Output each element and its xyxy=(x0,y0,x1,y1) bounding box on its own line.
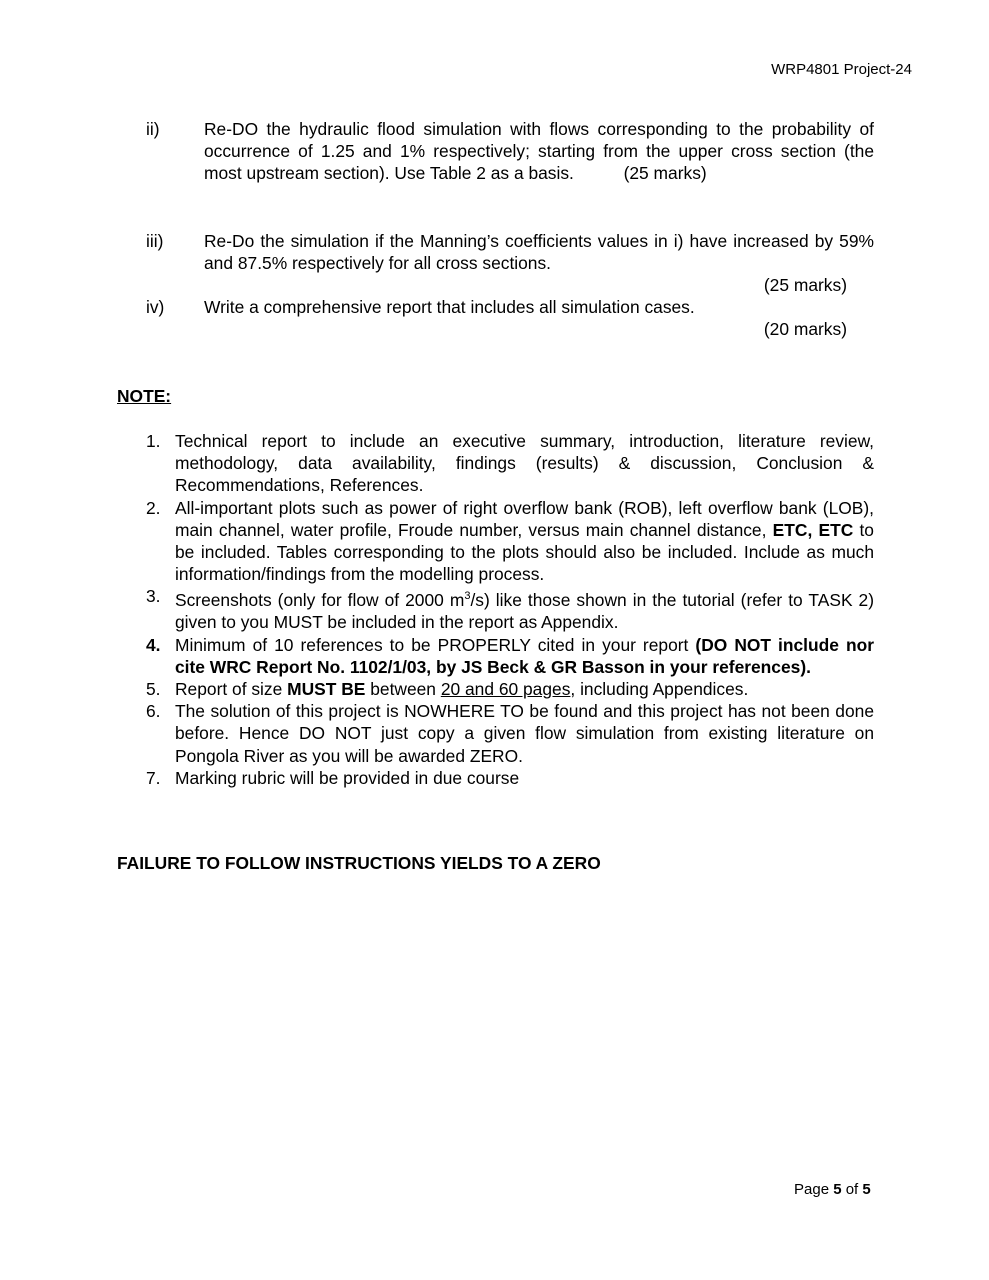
note-item-6: 6. The solution of this project is NOWHERE TO be found and this project has not been done before. Hence DO NOT just copy a given flow simulation from existing literature on Pongola River as you will be awarded ZERO. xyxy=(146,701,874,766)
note-item-1: 1. Technical report to include an executive summary, introduction, literature review, methodology, data availability, findings (results) & discussion, Conclusion & Recommendations, References. xyxy=(146,431,874,496)
item-number: iii) xyxy=(146,231,164,251)
item-text: Write a comprehensive report that includes all simulation cases. xyxy=(204,297,695,317)
item-marks: (20 marks) xyxy=(763,319,847,340)
note-item-7: 7. Marking rubric will be provided in due course xyxy=(146,767,520,788)
note-list xyxy=(146,430,874,789)
note-item-5: 5. Report of size MUST BE between 20 and 60 pages, including Appendices. xyxy=(146,679,749,700)
total-pages: 5 xyxy=(862,1181,871,1198)
note-heading: NOTE: xyxy=(117,386,172,406)
item-number: iv) xyxy=(146,297,165,317)
document-header: WRP4801 Project-24 xyxy=(771,61,912,78)
page-footer: Page 5 of 5 xyxy=(794,1181,871,1198)
item-text: Re-Do the simulation if the Manning’s coefficients values in i) have increased by 59% and 87.5% respectively for all cross sections. xyxy=(204,231,874,274)
item-marks: (25 marks) xyxy=(763,275,847,296)
failure-warning: FAILURE TO FOLLOW INSTRUCTIONS YIELDS TO A ZERO xyxy=(117,853,601,873)
note-item-2: 2. All-important plots such as power of right overflow bank (ROB), left overflow bank (LOB), main channel, water profile, Froude number, versus main channel distance, ETC, ETC to be included. Tables corresponding to the plots should also be included. Include as much information/findings from the modelling process. xyxy=(146,497,874,585)
current-page: 5 xyxy=(833,1181,842,1198)
item-number: ii) xyxy=(146,119,160,139)
note-item-3: 3. Screenshots (only for flow of 2000 $m^3/s$) like those shown in the tutorial (refer to TASK 2) given to you MUST be included in the report as Appendix. xyxy=(146,586,875,633)
note-item-4: 4. Minimum of 10 references to be PROPERLY cited in your report (DO NOT include nor cite WRC Report No. 1102/1/03, by JS Beck & GR Basson in your references). xyxy=(146,634,874,677)
item-marks: (25 marks) xyxy=(623,163,707,184)
item-text: Re-DO the hydraulic flood simulation with flows corresponding to the probability of occurrence of 1.25 and 1% respectively; starting from the upper cross section (the most upstream section). Use Table 2 as a basis. (25 marks) xyxy=(204,119,874,184)
